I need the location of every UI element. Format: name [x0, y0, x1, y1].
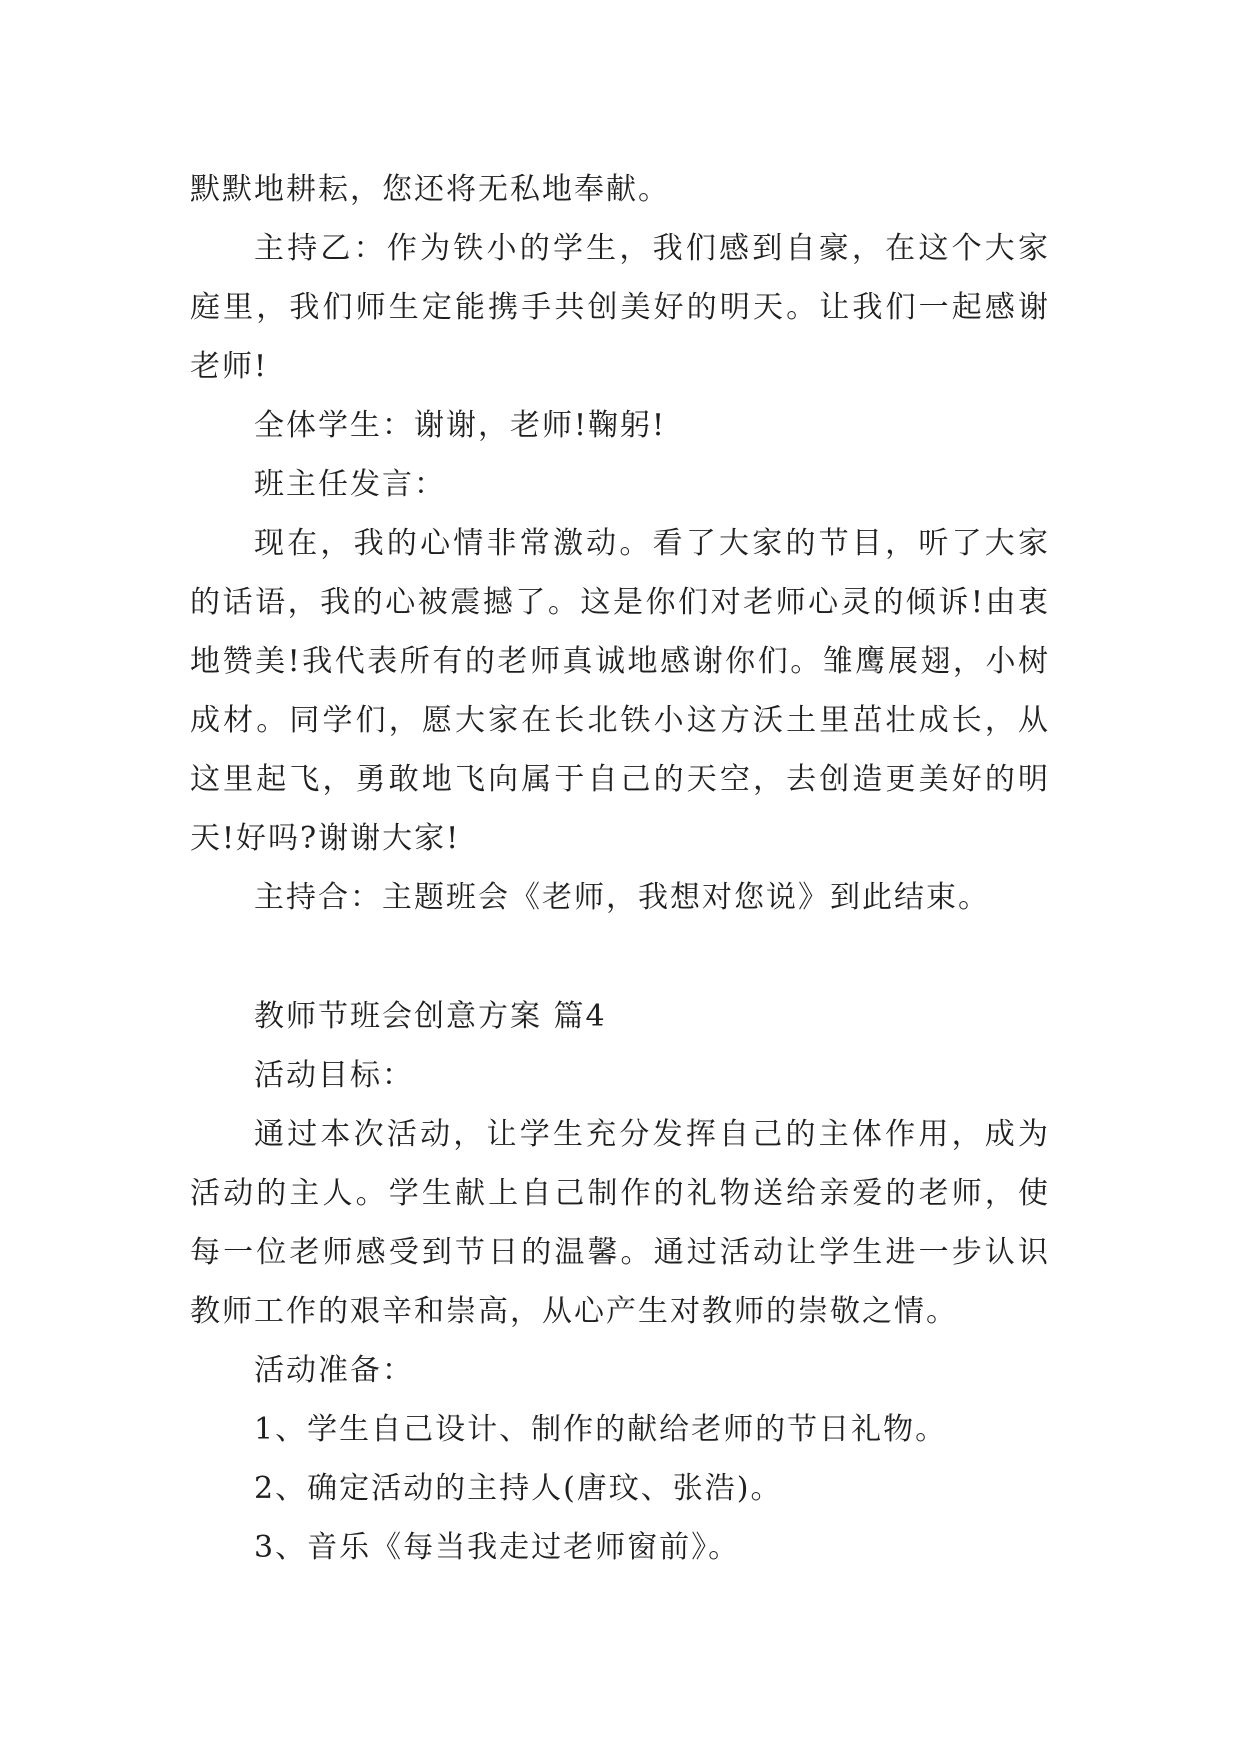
- paragraph-continuation: 默默地耕耘，您还将无私地奉献。: [190, 172, 670, 207]
- paragraph-host-b: 主持乙：作为铁小的学生，我们感到自豪，在这个大家庭里，我们师生定能携手共创美好的明天。让我们一起感谢老师!: [190, 231, 1050, 384]
- paragraph-prep-item-1: 1、学生自己设计、制作的献给老师的节日礼物。: [254, 1412, 948, 1447]
- paragraph-teacher-speech: 现在，我的心情非常激动。看了大家的节目，听了大家的话语，我的心被震撼了。这是你们对老师心灵的倾诉!由衷地赞美!我代表所有的老师真诚地感谢你们。雏鹰展翅，小树成材。同学们，愿大家在长北铁小这方沃土里茁壮成长，从这里起飞，勇敢地飞向属于自己的天空，去创造更美好的明天!好吗?谢谢大家!: [190, 526, 1050, 856]
- paragraph-activity-goal: 通过本次活动，让学生充分发挥自己的主体作用，成为活动的主人。学生献上自己制作的礼物送给亲爱的老师，使每一位老师感受到节日的温馨。通过活动让学生进一步认识教师工作的艰辛和崇高，从心产生对教师的崇敬之情。: [190, 1117, 1050, 1329]
- paragraph-teacher-speech-label: 班主任发言：: [254, 467, 446, 502]
- paragraph-activity-goal-label: 活动目标：: [254, 1058, 414, 1093]
- paragraph-all-students: 全体学生：谢谢，老师!鞠躬!: [254, 408, 667, 443]
- section-title: 教师节班会创意方案 篇4: [254, 999, 607, 1034]
- paragraph-prep-item-2: 2、确定活动的主持人(唐玟、张浩)。: [254, 1471, 783, 1506]
- section-spacer: [190, 927, 1050, 987]
- document-body: [190, 160, 1050, 1577]
- paragraph-activity-prep-label: 活动准备：: [254, 1353, 414, 1388]
- paragraph-prep-item-3: 3、音乐《每当我走过老师窗前》。: [254, 1530, 741, 1565]
- paragraph-host-closing: 主持合：主题班会《老师，我想对您说》到此结束。: [254, 880, 990, 915]
